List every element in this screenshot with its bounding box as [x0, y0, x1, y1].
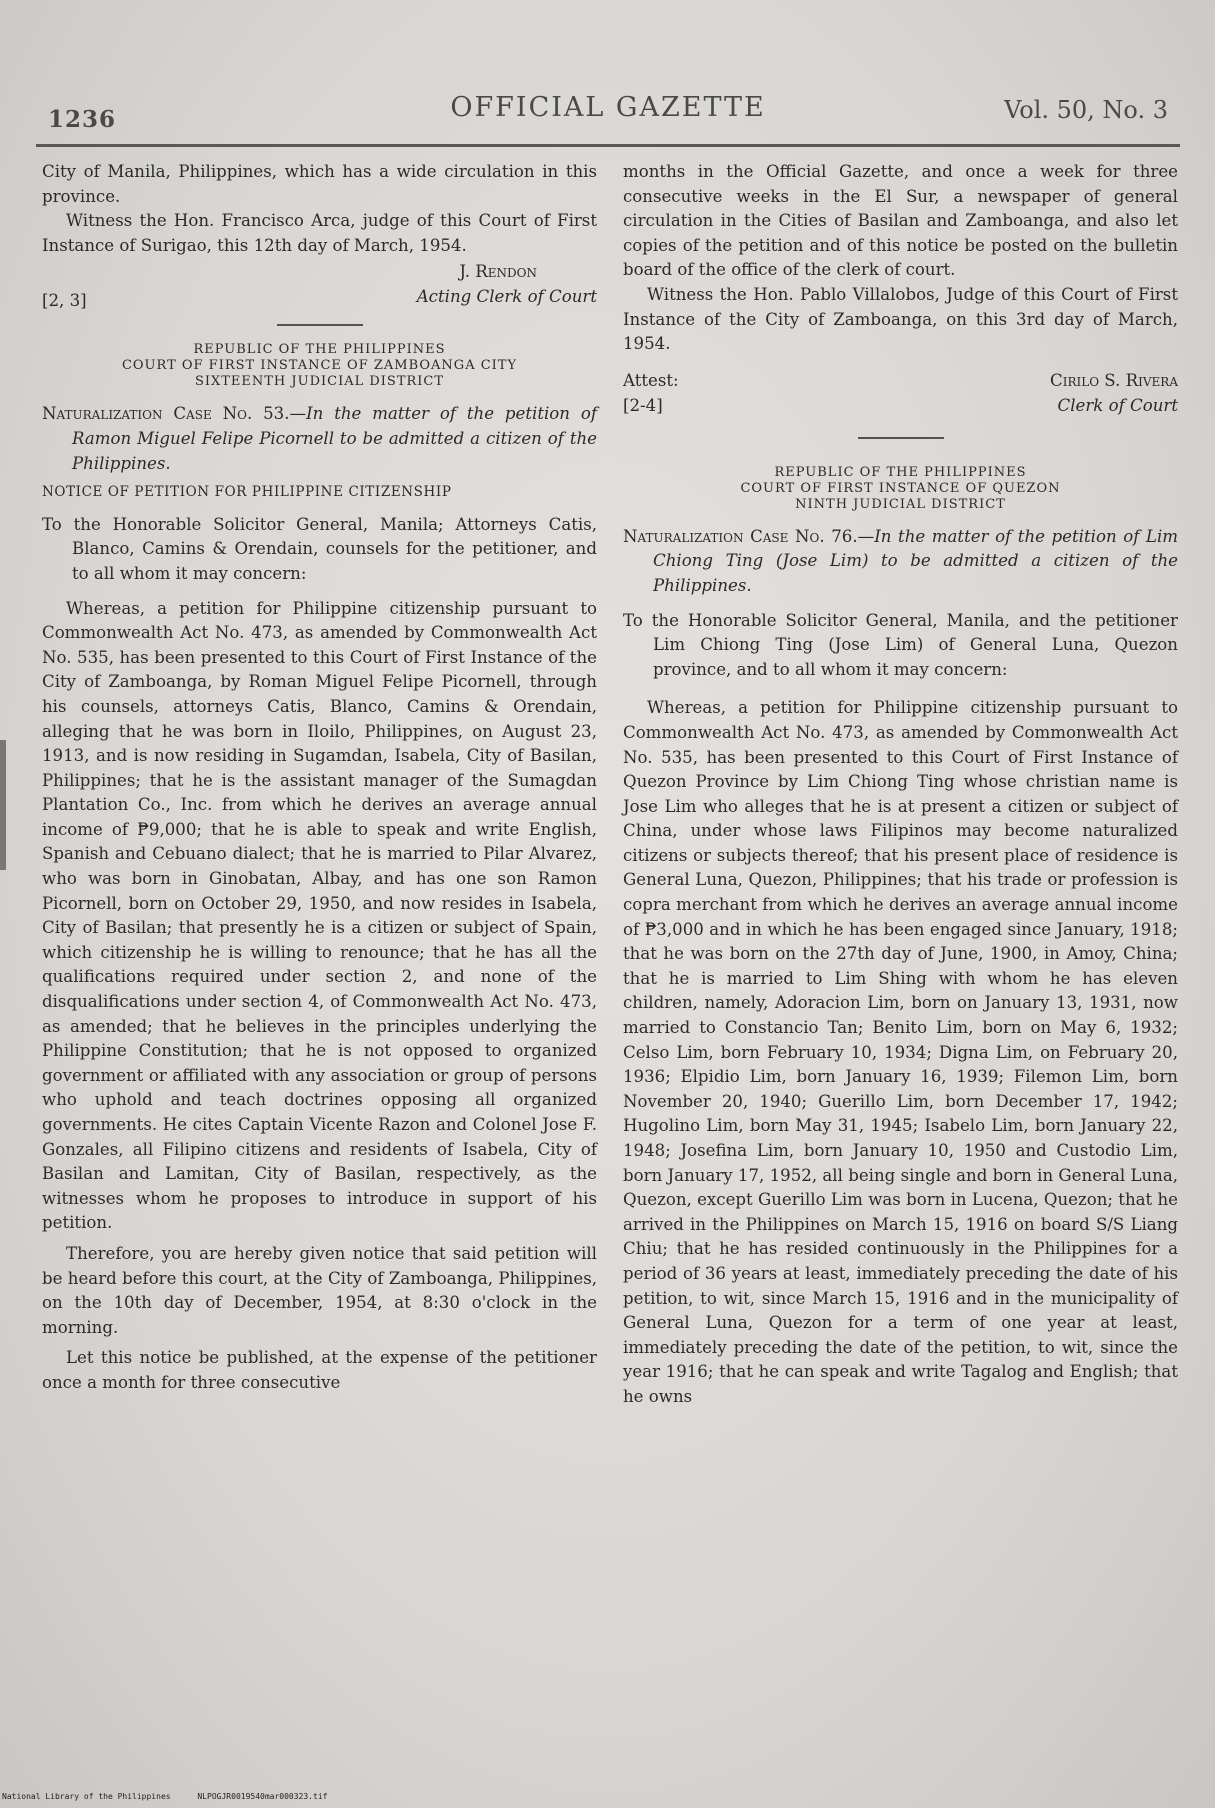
court-name: COURT OF FIRST INSTANCE OF QUEZON	[740, 480, 1061, 496]
gazette-title: OFFICIAL GAZETTE	[450, 92, 766, 123]
section-divider	[277, 324, 363, 326]
section-divider	[858, 437, 944, 439]
court-district: SIXTEENTH JUDICIAL DISTRICT	[194, 374, 445, 390]
prev-notice-witness: Witness the Hon. Francisco Arca, judge of this Court of First Instance of Surigao, this 12th day of March, 1954.	[42, 211, 597, 255]
publication-continued: months in the Official Gazette, and once a week for three consecutive weeks in the El Sur, a newspaper of general circulation in the Cities of Basilan and Zamboanga, and also let copies of the petition and of this notice be posted on the bulletin board of the office of the clerk of court.	[623, 162, 1178, 280]
footer-library: National Library of the Philippines	[2, 1792, 171, 1801]
case-title	[623, 525, 1178, 599]
prev-pub-ref: [2, 3]	[42, 291, 87, 311]
court-republic: REPUBLIC OF THE PHILIPPINES	[774, 464, 1027, 480]
prev-notice-tail: City of Manila, Philippines, which has a wide circulation in this province.	[42, 162, 597, 206]
addressees: To the Honorable Solicitor General, Manila; Attorneys Catis, Blanco, Camins & Orendain, counsels for the petitioner, and to all whom it may concern:	[42, 514, 597, 583]
page-number: 1236	[48, 106, 117, 133]
left-column	[42, 160, 597, 1396]
court-district: NINTH JUDICIAL DISTRICT	[795, 496, 1006, 512]
case-label: Naturalization Case No. 76.	[623, 526, 858, 546]
right-column	[623, 160, 1178, 1410]
clerk-title: Clerk of Court	[1057, 395, 1178, 415]
court-name: COURT OF FIRST INSTANCE OF ZAMBOANGA CITY	[121, 358, 518, 374]
pub-ref: [2-4]	[623, 395, 663, 415]
notice-heading: NOTICE OF PETITION FOR PHILIPPINE CITIZENSHIP	[42, 484, 452, 501]
whereas-paragraph: Whereas, a petition for Philippine citizenship pursuant to Commonwealth Act No. 473, as amended by Commonwealth Act No. 535, has been presented to this Court of First Instance of Quezon Province by Lim Chiong Ting whose christian name is Jose Lim who alleges that he is at present a citizen or subject of China, under whose laws Filipinos may become naturalized citizens or subjects thereof; that his present place of residence is General Luna, Quezon, Philippines; that his trade or profession is copra merchant from which he derives an average annual income of ₱3,000 and in which he has been engaged since January, 1918; that he was born on the 27th day of June, 1900, in Amoy, China; that he is married to Lim Shing with whom he has eleven children, namely, Adoracion Lim, born on January 13, 1931, now married to Constancio Tan; Benito Lim, born on May 6, 1932; Celso Lim, born February 10, 1934; Digna Lim, on February 20, 1936; Elpidio Lim, born January 16, 1939; Filemon Lim, born November 20, 1940; Guerillo Lim, born December 17, 1942; Hugolino Lim, born May 31, 1945; Isabelo Lim, born January 22, 1948; Josefina Lim, born January 10, 1950 and Custodio Lim, born January 17, 1952, all being single and born in General Luna, Quezon, except Guerillo Lim was born in Lucena, Quezon; that he arrived in the Philippines on March 15, 1916 on board S/S Liang Chiu; that he has resided continuously in the Philippines for a period of 36 years at least, immediately preceding the date of his petition, to wit, since March 15, 1916 and in the municipality of General Luna, Quezon for a term of one year at least, immediately preceding the date of the petition, to wit, since the year 1916; that he can speak and write Tagalog and English; that he owns	[623, 698, 1178, 1406]
therefore-paragraph: Therefore, you are hereby given notice that said petition will be heard before this court, at the City of Zamboanga, Philippines, on the 10th day of December, 1954, at 8:30 o'clock in the morning.	[42, 1243, 597, 1337]
case-label: Naturalization Case No. 53.	[42, 404, 290, 424]
prev-signer-name: J. Rendon	[459, 262, 537, 282]
header-rule	[36, 144, 1180, 147]
case-title	[42, 402, 597, 476]
prev-signer-row	[42, 260, 597, 285]
prev-signer-title: Acting Clerk of Court	[416, 287, 597, 307]
addressees: To the Honorable Solicitor General, Manila, and the petitioner Lim Chiong Ting (Jose Lim) of General Luna, Quezon province, and to all whom it may concern:	[623, 610, 1178, 679]
prev-signer-title-row	[42, 285, 597, 310]
clerk-name: Cirilo S. Rivera	[1050, 370, 1178, 390]
court-heading	[42, 342, 597, 390]
attest-label: Attest:	[623, 370, 679, 390]
publication-paragraph: Let this notice be published, at the expense of the petitioner once a month for three consecutive	[42, 1348, 597, 1392]
scan-footer	[2, 1792, 349, 1801]
case-caption: —In the matter of the petition of Lim Chiong Ting (Jose Lim) to be admitted a citizen of the Philippines.	[653, 526, 1178, 595]
court-republic: REPUBLIC OF THE PHILIPPINES	[193, 342, 446, 358]
volume-number: Vol. 50, No. 3	[1004, 96, 1168, 124]
clerk-title-row	[623, 394, 1178, 419]
whereas-paragraph: Whereas, a petition for Philippine citizenship pursuant to Commonwealth Act No. 473, as amended by Commonwealth Act No. 535, has been presented to this Court of First Instance of the City of Zamboanga, by Roman Miguel Felipe Picornell, through his counsels, attorneys Catis, Blanco, Camins & Orendain, alleging that he was born in Iloilo, Philippines, on August 23, 1913, and is now residing in Sugamdan, Isabela, City of Basilan, Philippines; that he is the assistant manager of the Sumagdan Plantation Co., Inc. from which he derives an average annual income of ₱9,000; that he is able to speak and write English, Spanish and Cebuano dialect; that he is married to Pilar Alvarez, who was born in Ginobatan, Albay, and has one son Ramon Picornell, born on October 29, 1950, and now resides in Isabela, City of Basilan; that presently he is a citizen or subject of Spain, which citizenship he is willing to renounce; that he has all the qualifications required under section 2, and none of the disqualifications under section 4, of Commonwealth Act No. 473, as amended; that he believes in the principles underlying the Philippine Constitution; that he is not opposed to organized government or affiliated with any association or group of persons who uphold and teach doctrines opposing all organized governments. He cites Captain Vicente Razon and Colonel Jose F. Gonzales, all Filipino citizens and residents of Isabela, City of Basilan and Lamitan, City of Basilan, respectively, as the witnesses whom he proposes to introduce in support of his petition.	[42, 598, 597, 1233]
witness-paragraph: Witness the Hon. Pablo Villalobos, Judge of this Court of First Instance of the City of Zamboanga, on this 3rd day of March, 1954.	[623, 284, 1178, 354]
binding-shadow	[0, 740, 6, 870]
case-caption: —In the matter of the petition of Ramon Miguel Felipe Picornell to be admitted a citizen of the Philippines.	[72, 404, 597, 473]
page-header	[48, 88, 1168, 134]
attest-row	[623, 369, 1178, 394]
footer-file-ref: NLPOGJR0019540mar000323.tif	[197, 1792, 328, 1801]
court-heading	[623, 465, 1178, 513]
